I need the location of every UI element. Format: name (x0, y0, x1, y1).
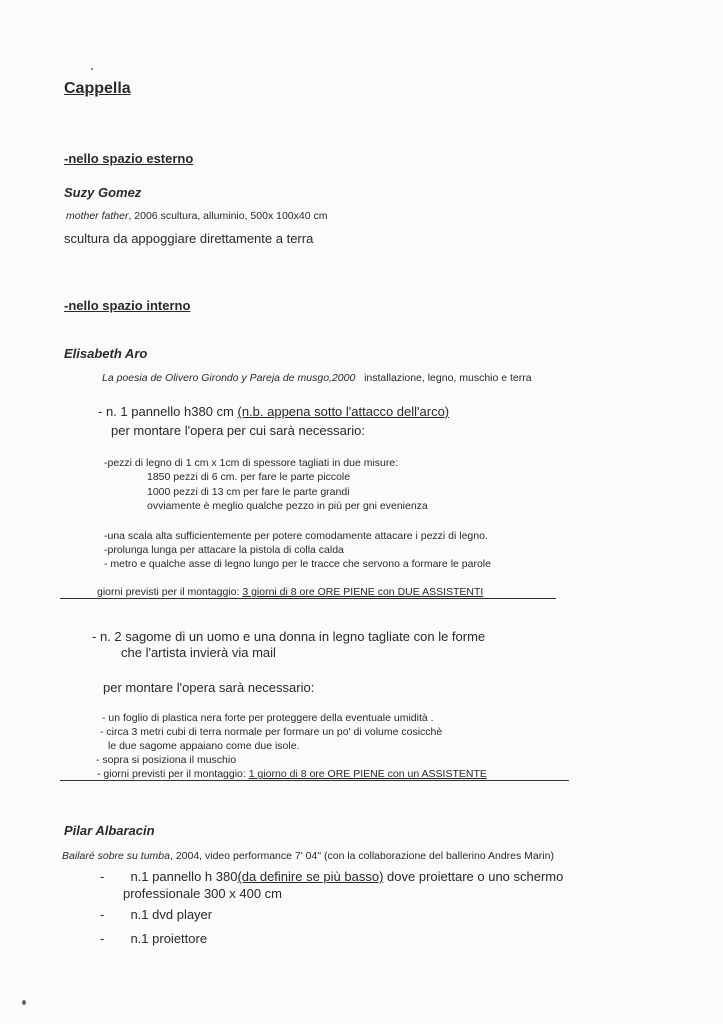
pieces-extra: ovviamente è meglio qualche pezzo in più per gni evenienza (147, 500, 428, 512)
days-line-1 (60, 586, 556, 599)
item-panel-h380 (98, 404, 449, 419)
work-details: installazione, legno, muschio e terra (364, 372, 532, 384)
work-title: mother father (66, 210, 129, 222)
artist-name-pilar-albaracin: Pilar Albaracin (64, 823, 155, 838)
bullet: - (100, 907, 105, 922)
requirement-dvd (100, 907, 212, 922)
artist-name-suzy-gomez: Suzy Gomez (64, 185, 142, 200)
days-line-2 (60, 768, 569, 781)
requirement-projector (100, 931, 207, 946)
item-silhouettes-line2: che l'artista invierà via mail (121, 645, 276, 660)
req-text: n.1 proiettore (130, 931, 208, 946)
artist-name-elisabeth-aro: Elisabeth Aro (64, 346, 148, 361)
need-soil: - circa 3 metri cubi di terra normale per formare un po' di volume cosicchè (100, 726, 443, 738)
bullet: - (100, 931, 105, 946)
tool-ladder: -una scala alta sufficientemente per potere comodamente attacare i pezzi di legno. (104, 530, 488, 542)
installation-note: scultura da appoggiare direttamente a terra (64, 231, 314, 246)
section-heading-external: -nello spazio esterno (64, 151, 194, 166)
requirement-panel (100, 869, 563, 884)
work-details: , 2006 scultura, alluminio, 500x 100x40 cm (128, 210, 328, 222)
bullet: - (100, 869, 105, 884)
work-title: Bailaré sobre su tumba (62, 850, 170, 862)
page-title: Cappella (64, 80, 131, 97)
section-heading-internal: -nello spazio interno (64, 298, 191, 313)
days-label: - giorni previsti per il montaggio: (97, 768, 246, 780)
item-silhouettes: - n. 2 sagome di un uomo e una donna in legno tagliate con le forme (92, 629, 486, 644)
scan-speck (91, 68, 93, 70)
req-text-end: dove proiettare o uno schermo (383, 869, 564, 884)
item-note: (n.b. appena sotto l'attacco dell'arco) (237, 404, 450, 419)
pieces-large: 1000 pezzi di 13 cm per fare le parte grandi (147, 486, 350, 498)
item-text: - n. 1 pannello h380 cm (98, 404, 238, 419)
days-value: 3 giorni di 8 ore ORE PIENE con DUE ASSISTENTI (242, 586, 484, 598)
req-note: (da definire se più basso) (237, 869, 384, 884)
days-label: giorni previsti per il montaggio: (97, 586, 240, 598)
req-text: n.1 pannello h 380 (130, 869, 238, 884)
req-text: n.1 dvd player (130, 907, 213, 922)
item-panel-line2: per montare l'opera per cui sarà necessario: (111, 423, 365, 438)
tool-meter: - metro e qualche asse di legno lungo per le tracce che servono a formare le parole (104, 558, 491, 570)
pieces-small: 1850 pezzi di 6 cm. per fare le parte piccole (147, 471, 351, 483)
days-value: 1 giorno di 8 ore ORE PIENE con un ASSISTENTE (248, 768, 487, 780)
need-plastic: - un foglio di plastica nera forte per proteggere della eventuale umidità . (102, 712, 434, 724)
requirement-panel-line2: professionale 300 x 400 cm (123, 886, 282, 901)
pieces-intro: -pezzi di legno di 1 cm x 1cm di spessore tagliati in due misure: (104, 457, 399, 469)
need-moss: - sopra si posiziona il muschio (96, 754, 237, 766)
work-info-bailare (62, 850, 554, 862)
work-title: La poesia de Olivero Girondo y Pareja de musgo,2000 (102, 372, 356, 384)
need-soil-line2: le due sagome appaiano come due isole. (108, 740, 300, 752)
scan-speck (22, 1000, 26, 1005)
tool-extension: -prolunga lunga per attacare la pistola di colla calda (104, 544, 344, 556)
work-info-la-poesia (102, 372, 532, 384)
work-details: , 2004, video performance 7' 04" (con la collaborazione del ballerino Andres Marin) (169, 850, 554, 862)
requirements-heading: per montare l'opera sarà necessario: (103, 680, 315, 695)
work-info-mother-father (66, 210, 327, 222)
